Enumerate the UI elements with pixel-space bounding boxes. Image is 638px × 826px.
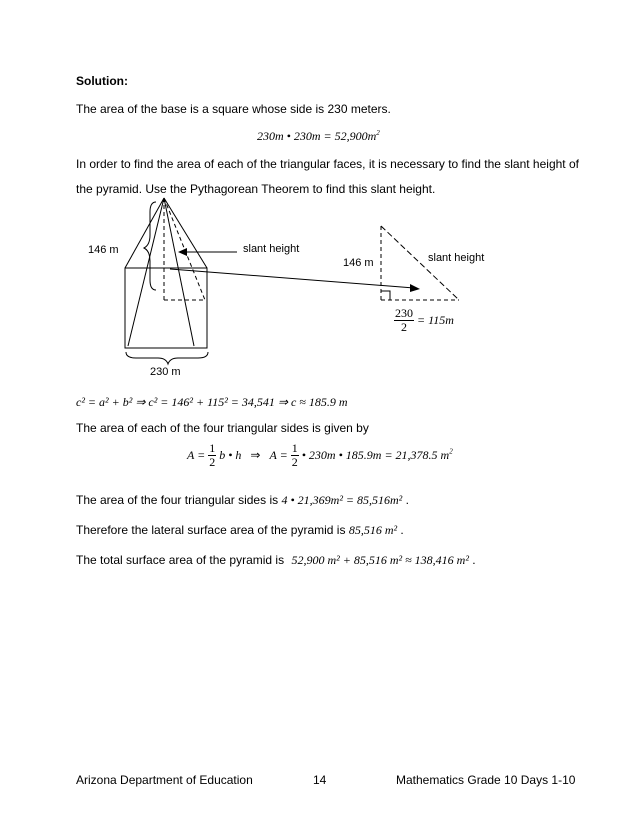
slant-label-right: slant height [428,252,485,264]
paragraph-lateral-area-period: . [400,523,404,537]
footer-left: Arizona Department of Education [76,773,253,787]
pyramid-edge-front-left [128,198,164,346]
paragraph-total-area-text: The total surface area of the pyramid is [76,553,285,567]
half-base-result: = 115m [417,313,454,327]
area-lhs2: A = [269,448,288,462]
pyramid-edge-left [125,198,164,268]
area-fraction [208,442,216,469]
half-base-expression [394,307,454,334]
height-label-left: 146 m [88,244,119,256]
height-label-right: 146 m [343,257,374,269]
pyramid-diagram [0,195,638,390]
paragraph-total-area [76,553,476,568]
area-fraction-den: 2 [209,455,216,469]
pyramid-edge-front-right [164,198,194,346]
area-fraction2-den: 2 [291,455,298,469]
paragraph-total-area-period: . [472,553,476,567]
connector-arrowhead [410,284,420,292]
area-fraction-num: 1 [209,441,216,455]
base-label: 230 m [150,366,181,378]
paragraph-triangle-area: The area of each of the four triangular sides is given by [76,421,369,435]
pyramid-edge-right [164,198,207,268]
equation-triangle-area: A = $\frac{1}{2}$ b • h ⇒ A = $\frac{1}{2}$ • 230m • 185.9m = 21,378.5 $m^2$ [187,441,453,469]
slant-label-left: slant height [243,243,300,255]
equation-base-area: 230m • $230m = 52,900m^2$ [257,129,380,143]
half-base-num: 230 [395,306,413,320]
area-implies: ⇒ [250,448,261,462]
paragraph-base-area: The area of the base is a square whose side is 230 meters. [76,102,391,116]
solution-heading: Solution: [76,74,128,88]
paragraph-four-sides [76,493,409,508]
paragraph-four-sides-text: The area of the four triangular sides is [76,493,279,507]
base-brace [126,352,208,364]
slant-line [164,198,205,300]
footer-right: Mathematics Grade 10 Days 1-10 [396,773,576,787]
half-base-den: 2 [401,320,407,334]
equation-pythagorean: c² = a² + b² ⇒ c² = 146² + 115² = 34,541 ⇒ c ≈ 185.9 m [76,395,348,409]
area-rhs: • 230m • 185.9m = 21,378.5 m [301,448,450,462]
paragraph-four-sides-period: . [405,493,409,507]
paragraph-total-area-math: 52,900 m² + 85,516 m² ≈ 138,416 m² [291,553,469,567]
footer-page-number: 14 [313,773,327,787]
slant-arrowhead [178,248,187,256]
area-lhs: A = [187,448,206,462]
equation-base-area-text: 230m • 230m = 52,900m [257,129,377,143]
area-fraction2 [291,442,299,469]
paragraph-lateral-area [76,523,404,538]
paragraph-lateral-area-math: 85,516 m² [348,523,398,537]
paragraph-slant-line1: In order to find the area of each of the triangular faces, it is necessary to find the slant height of [76,157,579,171]
right-angle-marker [381,291,390,300]
half-base-fraction [394,307,414,334]
paragraph-slant-line2: the pyramid. Use the Pythagorean Theorem to find this slant height. [76,182,436,196]
paragraph-four-sides-math: 4 • 21,369m² = 85,516m² [281,493,403,507]
area-bh: b • h [219,448,242,462]
paragraph-lateral-area-text: Therefore the lateral surface area of the pyramid is [76,523,346,537]
area-fraction2-num: 1 [291,441,298,455]
